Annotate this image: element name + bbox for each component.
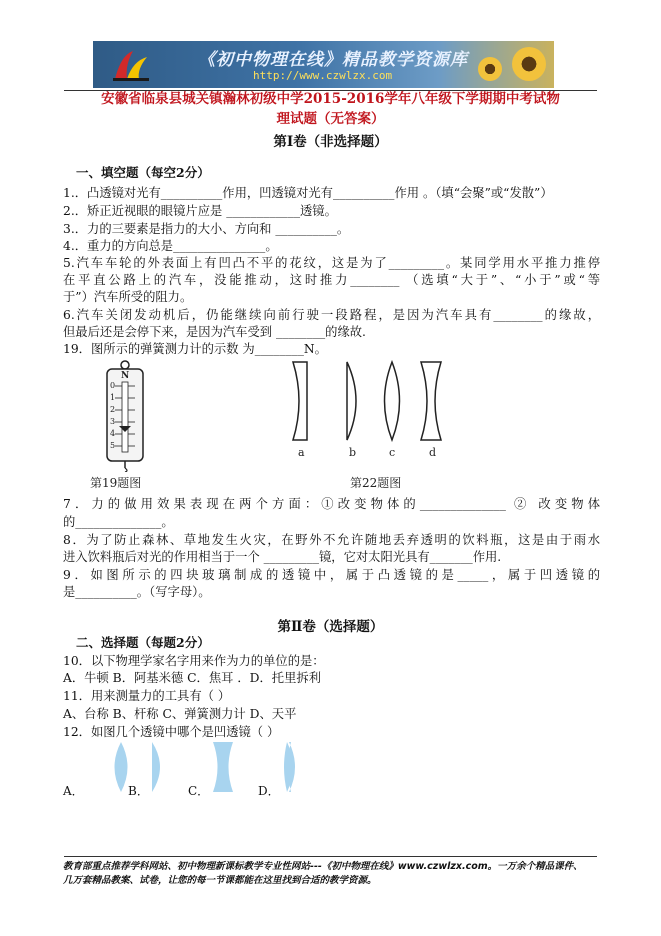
figure-22-caption: 第22题图 xyxy=(350,476,402,490)
question-9-line2: 是__________。（写字母）。 xyxy=(63,585,211,599)
question-2: 2.．矫正近视眼的眼镜片应是 ____________透镜。 xyxy=(63,204,337,218)
question-10: 10．以下物理学家名字用来作为力的单位的是： xyxy=(63,654,325,668)
question-8-line2: 进入饮料瓶后对光的作用相当于一个 _________镜，它对太阳光具有_______作用. xyxy=(63,550,502,564)
question-11-options: A、台称 B、杆称 C、弹簧测力计 D、天平 xyxy=(63,707,297,721)
lenses-figure xyxy=(285,360,445,442)
lens-label-b: b xyxy=(349,446,357,459)
scale-unit-label: N xyxy=(121,371,130,381)
volume-1-title: 第Ⅰ卷（非选择题） xyxy=(273,134,388,150)
sunflower-icon xyxy=(478,57,502,81)
volume-2-title: 第Ⅱ卷（选择题） xyxy=(277,619,384,635)
footer-rule xyxy=(64,856,597,857)
question-10-options: A．牛顿 B．阿基米德 C．焦耳 ．D．托里拆利 xyxy=(63,671,321,685)
banner-title: 《初中物理在线》精品教学资源库 xyxy=(198,50,468,70)
option-a-label[interactable]: A． xyxy=(63,784,84,798)
header-banner xyxy=(93,41,554,88)
option-c-label[interactable]: C． xyxy=(188,784,210,798)
question-7-line1: 7．力的做用效果表现在两个方面：①改变物体的______________ ② 改变物体 xyxy=(63,497,600,511)
figure-area xyxy=(85,360,585,490)
question-8-line1: 8．为了防止森林、草地发生火灾，在野外不允许随地丢弃透明的饮料瓶，这是由于雨水 xyxy=(63,533,600,547)
scale-tick-label: 3 xyxy=(110,417,116,426)
lens-label-c: c xyxy=(389,446,396,459)
question-9-line1: 9．如图所示的四块玻璃制成的透镜中，属于凸透镜的是_____，属于凹透镜的 xyxy=(63,568,600,582)
page-footer: 教育部重点推荐学科网站、初中物理新课标教学专业性网站---《初中物理在线》www.czwlzx.com。一万余个精品课件、 几万套精品教案、试卷，让您的每一节课都能在这里找到合适的教学资源。 xyxy=(63,861,583,886)
scale-tick-label: 1 xyxy=(110,393,116,402)
figure-19-caption: 第19题图 xyxy=(90,476,142,490)
section-multiple-choice: 二、选择题（每题2分） xyxy=(76,635,210,650)
option-d-lens-icon xyxy=(281,741,297,793)
site-logo-icon xyxy=(111,47,151,83)
scale-tick-label: 4 xyxy=(110,429,116,438)
question-11: 11．用来测量力的工具有（ ） xyxy=(63,689,231,703)
question-19: 19．图所示的弹簧测力计的示数 为________N。 xyxy=(63,342,327,356)
option-b-label[interactable]: B． xyxy=(128,784,149,798)
scale-tick-label: 2 xyxy=(110,405,116,414)
option-d-label[interactable]: D． xyxy=(258,784,280,798)
scale-tick-label: 5 xyxy=(110,441,116,450)
question-3: 3.．力的三要素是指力的大小、方向和 __________。 xyxy=(63,222,350,236)
option-c-lens-icon xyxy=(212,741,234,793)
question-6-line2: 但最后还是会停下来，是因为汽车受到 ________的缘故. xyxy=(63,325,366,339)
question-4: 4.．重力的方向总是_______________。 xyxy=(63,239,278,253)
lens-label-d: d xyxy=(429,446,437,459)
banner-url[interactable]: http://www.czwlzx.com xyxy=(253,69,393,82)
question-6-line1: 6.汽车关闭发动机后，仍能继续向前行驶一段路程，是因为汽车具有________的缘故， xyxy=(63,308,600,322)
question-7-line2: 的______________。 xyxy=(63,515,174,529)
question-1: 1.．凸透镜对光有__________作用，凹透镜对光有__________作用 。（填“会聚”或“发散”） xyxy=(63,186,553,200)
sunflower-icon xyxy=(512,47,546,81)
question-12: 12．如图几个透镜中哪个是凹透镜（ ） xyxy=(63,725,280,739)
question-5-line2: 在平直公路上的汽车，没能推动，这时推力________ （选填“大于”、“小于”或“等 xyxy=(63,273,600,287)
scale-tick-label: 0 xyxy=(110,381,116,390)
exam-title: 安徽省临泉县城关镇瀚林初级中学2015-2016学年八年级下学期期中考试物 理试题（无答案） xyxy=(101,91,560,127)
question-5-line1: 5.汽车车轮的外表面上有凹凸不平的花纹，这是为了_________。某同学用水平推力推停 xyxy=(63,256,600,270)
question-5-line3: 于”）汽车所受的阻力。 xyxy=(63,290,193,304)
section-fill-blank: 一、填空题（每空2分） xyxy=(76,165,210,180)
lens-label-a: a xyxy=(298,446,305,459)
option-b-lens-icon xyxy=(150,741,166,793)
